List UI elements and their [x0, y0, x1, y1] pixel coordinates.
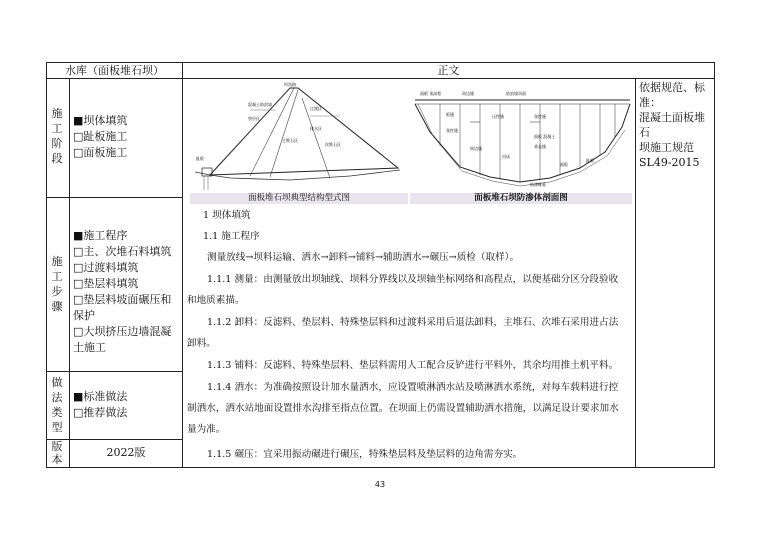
section-title-1: 1 坝体填筑	[203, 210, 251, 221]
survey-paragraph-line1: 1.1.1 测量：由测量放出坝轴线、坝料分界线以及坝轴坐标网络和高程点，以便基础分区分段验收	[207, 274, 619, 285]
section-title-1-1: 1.1 施工程序	[203, 231, 260, 242]
label-slab-top: 面板 顶高程	[420, 91, 442, 96]
option-slope-compaction[interactable]: □垫层料坡面碾压和保护	[73, 293, 172, 322]
label-crest-road: 坝顶路	[284, 82, 296, 87]
survey-paragraph-line2: 和地质素描。	[187, 295, 245, 306]
label-transition-zone: 过渡区	[310, 106, 322, 111]
label-vertical-joint: 垂直缝	[534, 144, 546, 149]
option-recommended[interactable]: □推荐做法	[73, 406, 128, 419]
label-plinth-right: 趾板	[586, 158, 594, 163]
option-standard[interactable]: ■标准做法	[73, 390, 128, 403]
stage-options	[73, 113, 181, 161]
steps-options	[73, 228, 181, 356]
table-left-border	[46, 62, 47, 468]
stage-label: 施 工 阶 段	[51, 107, 63, 165]
header-main-text: 正文	[437, 64, 460, 77]
spreading-paragraph: 1.1.3 铺料：反滤料、特殊垫层料、垫层料需用人工配合反铲进行平料外，其余均用推土机平料。	[207, 360, 619, 371]
header-project-type: 水库（面板堆石坝）	[65, 64, 164, 77]
method-label: 做 法 类 型	[51, 376, 63, 434]
label-riverbed: 河床	[502, 154, 510, 159]
label-tension-joint-1: 张性缝	[534, 114, 546, 119]
label-slab-concrete: 面板 混凝土	[534, 134, 556, 139]
row-divider-steps	[46, 371, 182, 372]
label-plinth: 趾板	[196, 156, 204, 161]
label-compression-joint: 压性缝	[492, 114, 504, 119]
label-tension-joint-2: 张性缝	[446, 128, 458, 133]
left-figure-caption: 面板堆石坝典型结构型式图	[190, 193, 408, 204]
option-cushion[interactable]: □垫层料填筑	[73, 277, 139, 290]
option-procedure[interactable]: ■施工程序	[73, 229, 128, 242]
label-perimeter-joint: 周边缝	[470, 146, 482, 151]
watering-paragraph-line3: 量为准。	[187, 424, 226, 435]
row-divider-method	[46, 439, 182, 440]
label-perimeter-joint-top: 周边缝	[462, 91, 474, 96]
option-face-slab[interactable]: □面板施工	[73, 146, 128, 159]
page-number: 43	[374, 480, 386, 489]
label-cushion-zone: 垫层区	[248, 116, 260, 121]
option-transition[interactable]: □过渡料填筑	[73, 261, 139, 274]
label-main-rockfill: 主堆石区	[282, 138, 298, 143]
steps-label: 施 工 步 骤	[51, 255, 63, 313]
procedure-paragraph: 测量放线→坝料运输、洒水→卸料→铺料→辅助洒水→碾压→质检（取样）。	[207, 252, 520, 263]
watering-paragraph-line1: 1.1.4 洒水：为准确按照设计加水量洒水，应设置喷淋洒水站及喷淋洒水系统，对每车载料进行控	[207, 382, 619, 393]
option-extruded-curb[interactable]: □大坝挤压边墙混凝土施工	[73, 325, 172, 354]
option-rockfill[interactable]: □主、次堆石料填筑	[73, 245, 172, 258]
right-figure-caption: 面板堆石坝防渗体剖面图	[410, 193, 632, 204]
table-bottom-border	[46, 467, 715, 468]
version-label: 版 本	[51, 440, 63, 466]
method-options	[73, 389, 181, 421]
table-right-border	[714, 62, 715, 468]
row-divider-stage	[46, 197, 182, 198]
label-wall-top: 防浪墙顶面	[506, 91, 526, 96]
label-col-divider	[69, 78, 70, 468]
compaction-paragraph: 1.1.5 碾压：宜采用振动碾进行碾压，特殊垫层料及垫层料的边角需夯实。	[207, 449, 523, 460]
option-plinth[interactable]: □趾板施工	[73, 130, 128, 143]
label-slab-joint: 板缝	[446, 112, 454, 117]
unloading-paragraph-line1: 1.1.2 卸料：反滤料、垫层料、特殊垫层料和过渡料采用后退法卸料，主堆石、次堆石采用进占法	[207, 317, 619, 328]
option-dam-fill[interactable]: ■坝体填筑	[73, 114, 128, 127]
seepage-profile-figure	[410, 82, 635, 192]
label-drain-zone: 排水区	[310, 126, 322, 131]
dam-structure-figure	[190, 80, 410, 192]
basis-text: 依据规范、标准： 混凝土面板堆石 坝施工规范 SL49-2015	[639, 81, 705, 169]
unloading-paragraph-line2: 卸料。	[187, 338, 216, 349]
label-wave-wall: 混凝土防浪墙	[248, 102, 272, 107]
label-grout-curtain: 防渗帷幕	[530, 182, 546, 187]
label-face-slab: 面板	[560, 162, 568, 167]
version-value: 2022版	[106, 446, 146, 459]
watering-paragraph-line2: 制洒水，洒水站地面设置排水沟排至指点位置。在坝面上仍需设置辅助洒水措施，以满足设计要求加水	[187, 403, 619, 414]
main-col-divider	[182, 62, 183, 468]
header-bottom-border	[46, 78, 715, 79]
label-secondary-rockfill: 次堆石区	[325, 142, 341, 147]
